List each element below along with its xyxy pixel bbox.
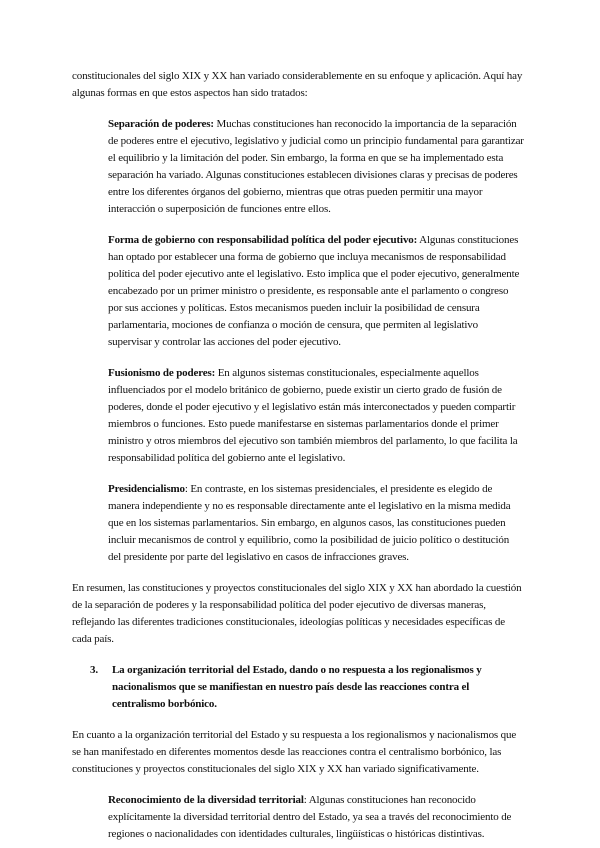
item-title: Fusionismo de poderes: [108, 367, 216, 379]
item-forma-de-gobierno [108, 232, 524, 351]
item-presidencialismo [108, 481, 524, 566]
item-text: En algunos sistemas constitucionales, especialmente aquellos influenciados por el modelo británico de gobierno, puede existir un cierto grado de fusión de poderes, donde el poder ejecutivo y el legislativo están más interconectados y pueden compartir miembros o funciones. Esto puede manifestarse en sistemas parlamentarios donde el primer ministro y otros miembros del ejecutivo son también miembros del parlamento, lo que facilita la responsabilidad política del gobierno ante el legislativo. [108, 367, 518, 464]
sub-item-text: : Algunas constituciones han reconocido explícitamente la diversidad territorial dentro del Estado, ya sea a través del reconocimiento de regiones o nacionalidades con identidades culturales, lingüísticas o históricas distintivas. [108, 794, 512, 840]
item-text: Algunas constituciones han optado por establecer una forma de gobierno que incluya mecanismos de responsabilidad política del poder ejecutivo ante el legislativo. Esto implica que el poder ejecutivo, generalmente encabezado por un primer ministro o presidente, es responsable ante el parlamento o congreso por sus acciones y políticas. Estos mecanismos pueden incluir la posibilidad de censura parlamentaria, mociones de confianza o moción de censura, que permiten al legislativo supervisar y controlar las acciones del poder ejecutivo. [108, 234, 520, 348]
item-text: : En contraste, en los sistemas presidenciales, el presidente es elegido de manera independiente y no es responsable directamente ante el legislativo en la misma medida que en los sistemas parlamentarios. Sin embargo, en algunos casos, las constituciones pueden incluir mecanismos de control y equilibrio, como la posibilidad de juicio político o destitución del presidente por parte del legislativo en casos de infracciones graves. [108, 483, 511, 563]
intro-paragraph: constitucionales del siglo XIX y XX han variado considerablemente en su enfoque y aplicación. Aquí hay algunas formas en que estos aspectos han sido tratados: [72, 70, 523, 99]
item-title: Presidencialismo [108, 483, 185, 495]
item-separacion-de-poderes [108, 116, 524, 218]
summary-paragraph: En resumen, las constituciones y proyectos constitucionales del siglo XIX y XX han abordado la cuestión de la separación de poderes y la responsabilidad política del poder ejecutivo de diversas maneras, reflejando las diferentes tradiciones constitucionales, ideologías políticas y necesidades específicas de cada país. [72, 582, 522, 645]
section-number: 3. [90, 664, 98, 676]
section-intro-paragraph: En cuanto a la organización territorial del Estado y su respuesta a los regionalismos y nacionalismos que se han manifestado en diferentes momentos desde las reacciones contra el centralismo borbónico, las constituciones y proyectos constitucionales del siglo XIX y XX han variado significativamente. [72, 729, 517, 775]
item-text: Muchas constituciones han reconocido la importancia de la separación de poderes entre el ejecutivo, legislativo y judicial como un principio fundamental para garantizar el equilibrio y la limitación del poder. Sin embargo, la forma en que se ha implementado esta separación ha variado. Algunas constituciones establecen divisiones claras y precisas de poderes entre los diferentes órganos del gobierno, mientras que otras pueden permitir una mayor interacción o superposición de funciones entre ellos. [108, 118, 524, 215]
item-title: Separación de poderes: [108, 118, 214, 130]
sub-item-reconocimiento [108, 792, 524, 843]
item-title: Forma de gobierno con responsabilidad política del poder ejecutivo: [108, 234, 418, 246]
section-heading [90, 662, 524, 713]
sub-item-title: Reconocimiento de la diversidad territorial [108, 794, 304, 806]
section-title: La organización territorial del Estado, dando o no respuesta a los regionalismos y nacionalismos que se manifiestan en nuestro país desde las reacciones contra el centralismo borbónico. [112, 664, 482, 710]
item-fusionismo-de-poderes [108, 365, 524, 467]
